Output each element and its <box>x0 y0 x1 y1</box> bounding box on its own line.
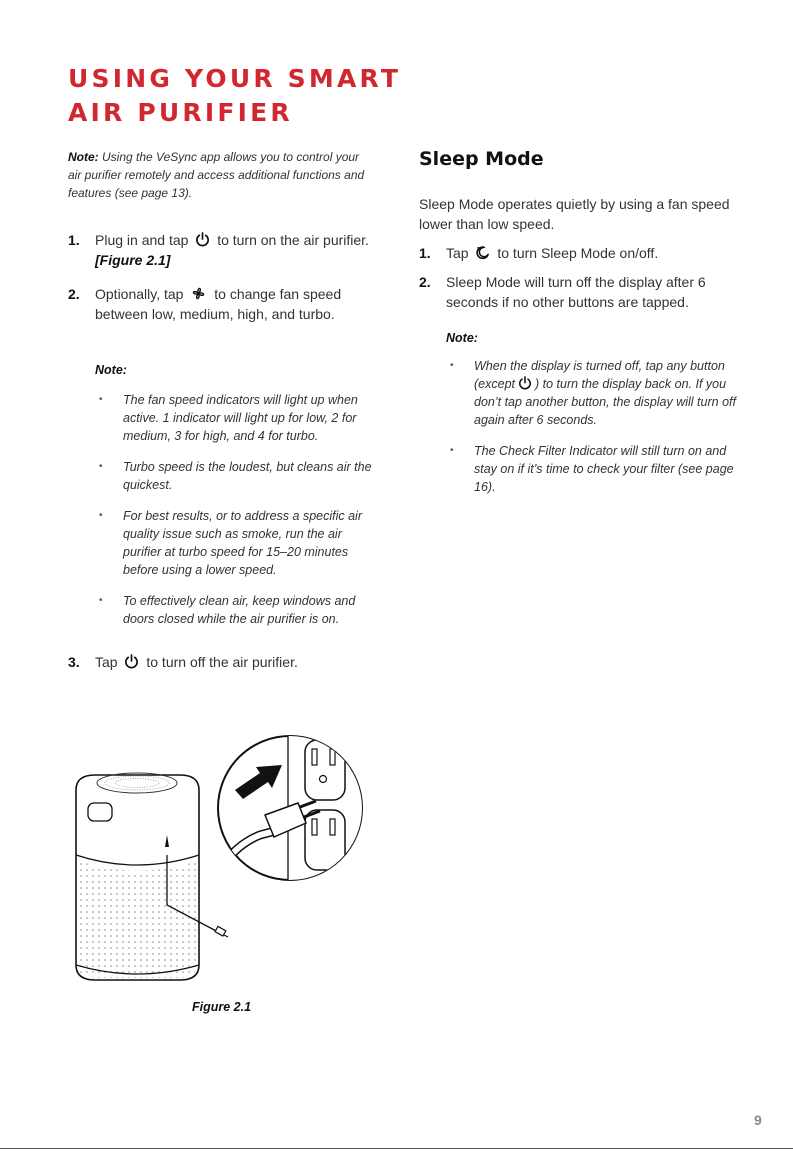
step-number: 2. <box>419 274 431 290</box>
right-column <box>419 148 739 496</box>
step-text: to turn on the air purifier. <box>217 232 369 248</box>
step-text: to turn Sleep Mode on/off. <box>497 245 659 261</box>
step-number: 1. <box>419 245 431 261</box>
sleep-step-1 <box>419 243 739 263</box>
note-text: When the display is turned off, tap any button (except <box>474 359 725 391</box>
page-number: 9 <box>754 1112 762 1128</box>
figure-air-purifier-plug <box>60 735 370 995</box>
note-item: • The fan speed indicators will light up when active. 1 indicator will light up for low, 2 for medium, 3 for high, and 4 for turbo. <box>95 391 378 445</box>
figure-caption: Figure 2.1 <box>192 1000 252 1014</box>
left-column <box>68 148 378 672</box>
note-item: • To effectively clean air, keep windows and doors closed while the air purifier is on. <box>95 592 378 628</box>
footer-rule <box>0 1148 793 1149</box>
plug-outlet-illustration <box>218 735 370 885</box>
note-item: • Turbo speed is the loudest, but cleans air the quickest. <box>95 458 378 494</box>
note-text: ) to turn the display back on. If you don’t tap another button, the display will turn off again after 6 seconds. <box>474 377 736 427</box>
step-text: to turn off the air purifier. <box>146 654 298 670</box>
step-text: Sleep Mode will turn off the display after 6 seconds if no other buttons are tapped. <box>446 274 706 310</box>
app-note-text: Using the VeSync app allows you to control your air purifier remotely and access additional functions and features (see page 13). <box>68 150 365 200</box>
step-2 <box>68 284 378 324</box>
page-title <box>68 62 401 130</box>
note-list <box>95 391 378 628</box>
step-1 <box>68 230 378 270</box>
note-item: • The Check Filter Indicator will still turn on and stay on if it’s time to check your filter (see page 16). <box>446 442 739 496</box>
step-text: to change fan speed between low, medium, high, and turbo. <box>95 286 342 322</box>
step-text: Tap <box>446 245 469 261</box>
sleep-moon-icon <box>475 245 490 260</box>
figure-reference: [Figure 2.1] <box>95 252 171 268</box>
step-number: 2. <box>68 286 80 302</box>
page-title-line-2: AIR PURIFIER <box>68 98 293 127</box>
power-icon <box>195 232 210 247</box>
step-text: Optionally, tap <box>95 286 184 302</box>
section-title-sleep-mode: Sleep Mode <box>419 148 544 170</box>
power-icon <box>518 376 532 390</box>
power-icon <box>124 654 139 669</box>
step-text: Plug in and tap <box>95 232 189 248</box>
svg-text:z: z <box>477 246 481 252</box>
note-heading: Note: <box>95 363 127 377</box>
fan-icon <box>190 286 207 301</box>
step-3 <box>68 652 378 672</box>
step-number: 3. <box>68 654 80 670</box>
note-item: • For best results, or to address a specific air quality issue such as smoke, run the air purifier at turbo speed for 15–20 minutes before using a lower speed. <box>95 507 378 579</box>
sleep-step-2 <box>419 272 739 312</box>
app-note <box>68 148 373 202</box>
note-list <box>446 357 739 496</box>
app-note-label: Note: <box>68 150 99 164</box>
step-number: 1. <box>68 232 80 248</box>
air-purifier-illustration <box>76 773 228 980</box>
sleep-mode-intro: Sleep Mode operates quietly by using a fan speed lower than low speed. <box>419 196 730 232</box>
page-title-line-1: USING YOUR SMART <box>68 64 402 93</box>
note-heading: Note: <box>446 331 478 345</box>
sleep-mode-notes <box>446 331 739 496</box>
note-item <box>446 357 739 429</box>
step-text: Tap <box>95 654 118 670</box>
fan-speed-notes <box>95 363 378 628</box>
